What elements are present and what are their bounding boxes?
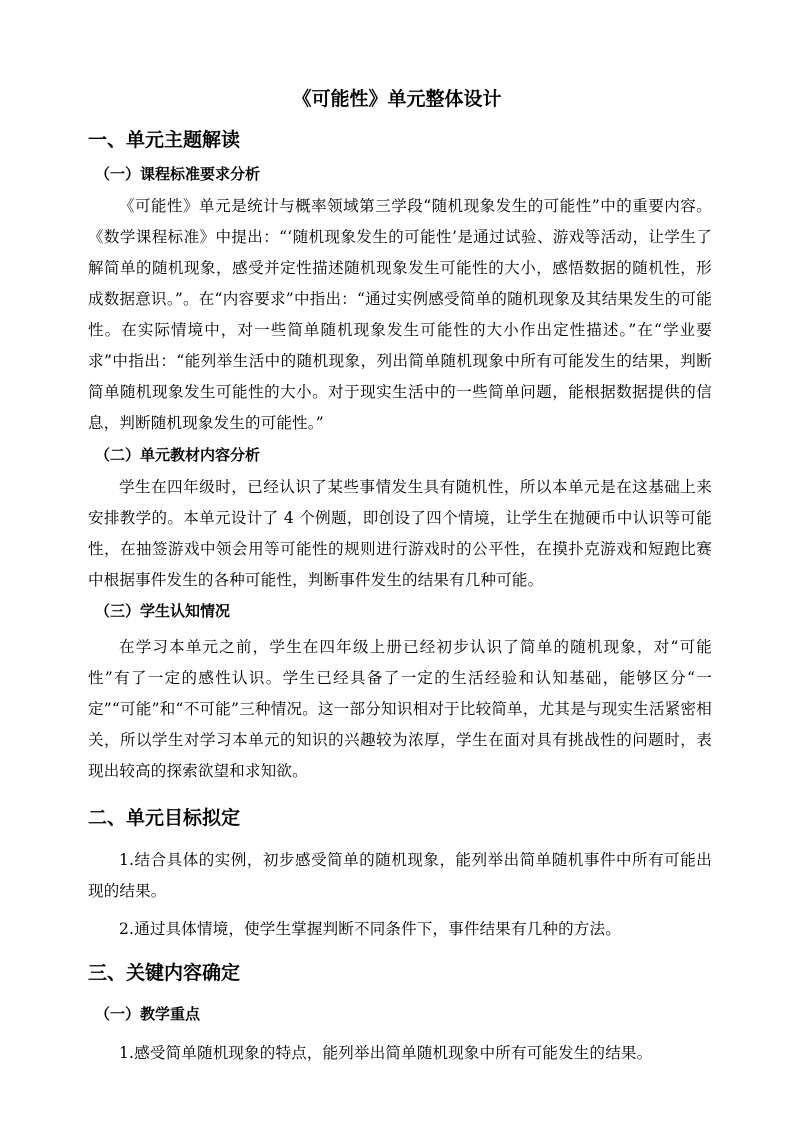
section-1-sub-1-paragraph: 《可能性》单元是统计与概率领域第三学段“随机现象发生的可能性”中的重要内容。《数学课程标准》中提出：“‘随机现象发生的可能性’是通过试验、游戏等活动，让学生了解简单的随机现象，感受并定性描述随机现象发生可能性的大小，感悟数据的随机性，形成数据意识。”。在“内容要求”中指出：“通过实例感受简单的随机现象及其结果发生的可能性。在实际情境中，对一些简单随机现象发生可能性的大小作出定性描述。”在“学业要求”中指出：“能列举生活中的随机现象，列出简单随机现象中所有可能发生的结果，判断简单随机现象发生可能性的大小。对于现实生活中的一些简单问题，能根据数据提供的信息，判断随机现象发生的可能性。” [88,197,712,432]
section-1-sub-2-heading: （二）单元教材内容分析 [95,446,261,464]
section-2-heading: 二、单元目标拟定 [88,807,241,829]
section-2-goal-item: 2.通过具体情境，使学生掌握判断不同条件下，事件结果有几种的方法。 [119,920,621,938]
section-3-heading: 三、关键内容确定 [88,962,241,984]
section-2-goal-item: 1.结合具体的实例，初步感受简单的随机现象，能列举出简单随机事件中所有可能出现的结果。 [88,851,712,900]
section-1-sub-3-heading: （三）学生认知情况 [95,602,231,620]
document-title: 《可能性》单元整体设计 [292,88,502,110]
section-3-sub-1-heading: （一）教学重点 [95,1005,201,1023]
section-1-sub-2-paragraph: 学生在四年级时，已经认识了某些事情发生具有随机性，所以本单元是在这基础上来安排教学的。本单元设计了 4 个例题，即创设了四个情境，让学生在抛硬币中认识等可能性，在抽签游戏中领会用等可能性的规则进行游戏时的公平性，在摸扑克游戏和短跑比赛中根据事件发生的各种可能性，判断事件发生的结果有几种可能。 [88,478,712,589]
section-1-sub-1-heading: （一）课程标准要求分析 [95,165,261,183]
section-3-key-point-item: 1.感受简单随机现象的特点，能列举出简单随机现象中所有可能发生的结果。 [119,1044,653,1062]
section-1-sub-3-paragraph: 在学习本单元之前，学生在四年级上册已经初步认识了简单的随机现象，对“可能性”有了一定的感性认识。学生已经具备了一定的生活经验和认知基础，能够区分“一定”“可能”和“不可能”三种情况。这一部分知识相对于比较简单，尤其是与现实生活紧密相关，所以学生对学习本单元的知识的兴趣较为浓厚，学生在面对具有挑战性的问题时，表现出较高的探索欲望和求知欲。 [88,638,712,780]
section-1-heading: 一、单元主题解读 [88,129,241,151]
